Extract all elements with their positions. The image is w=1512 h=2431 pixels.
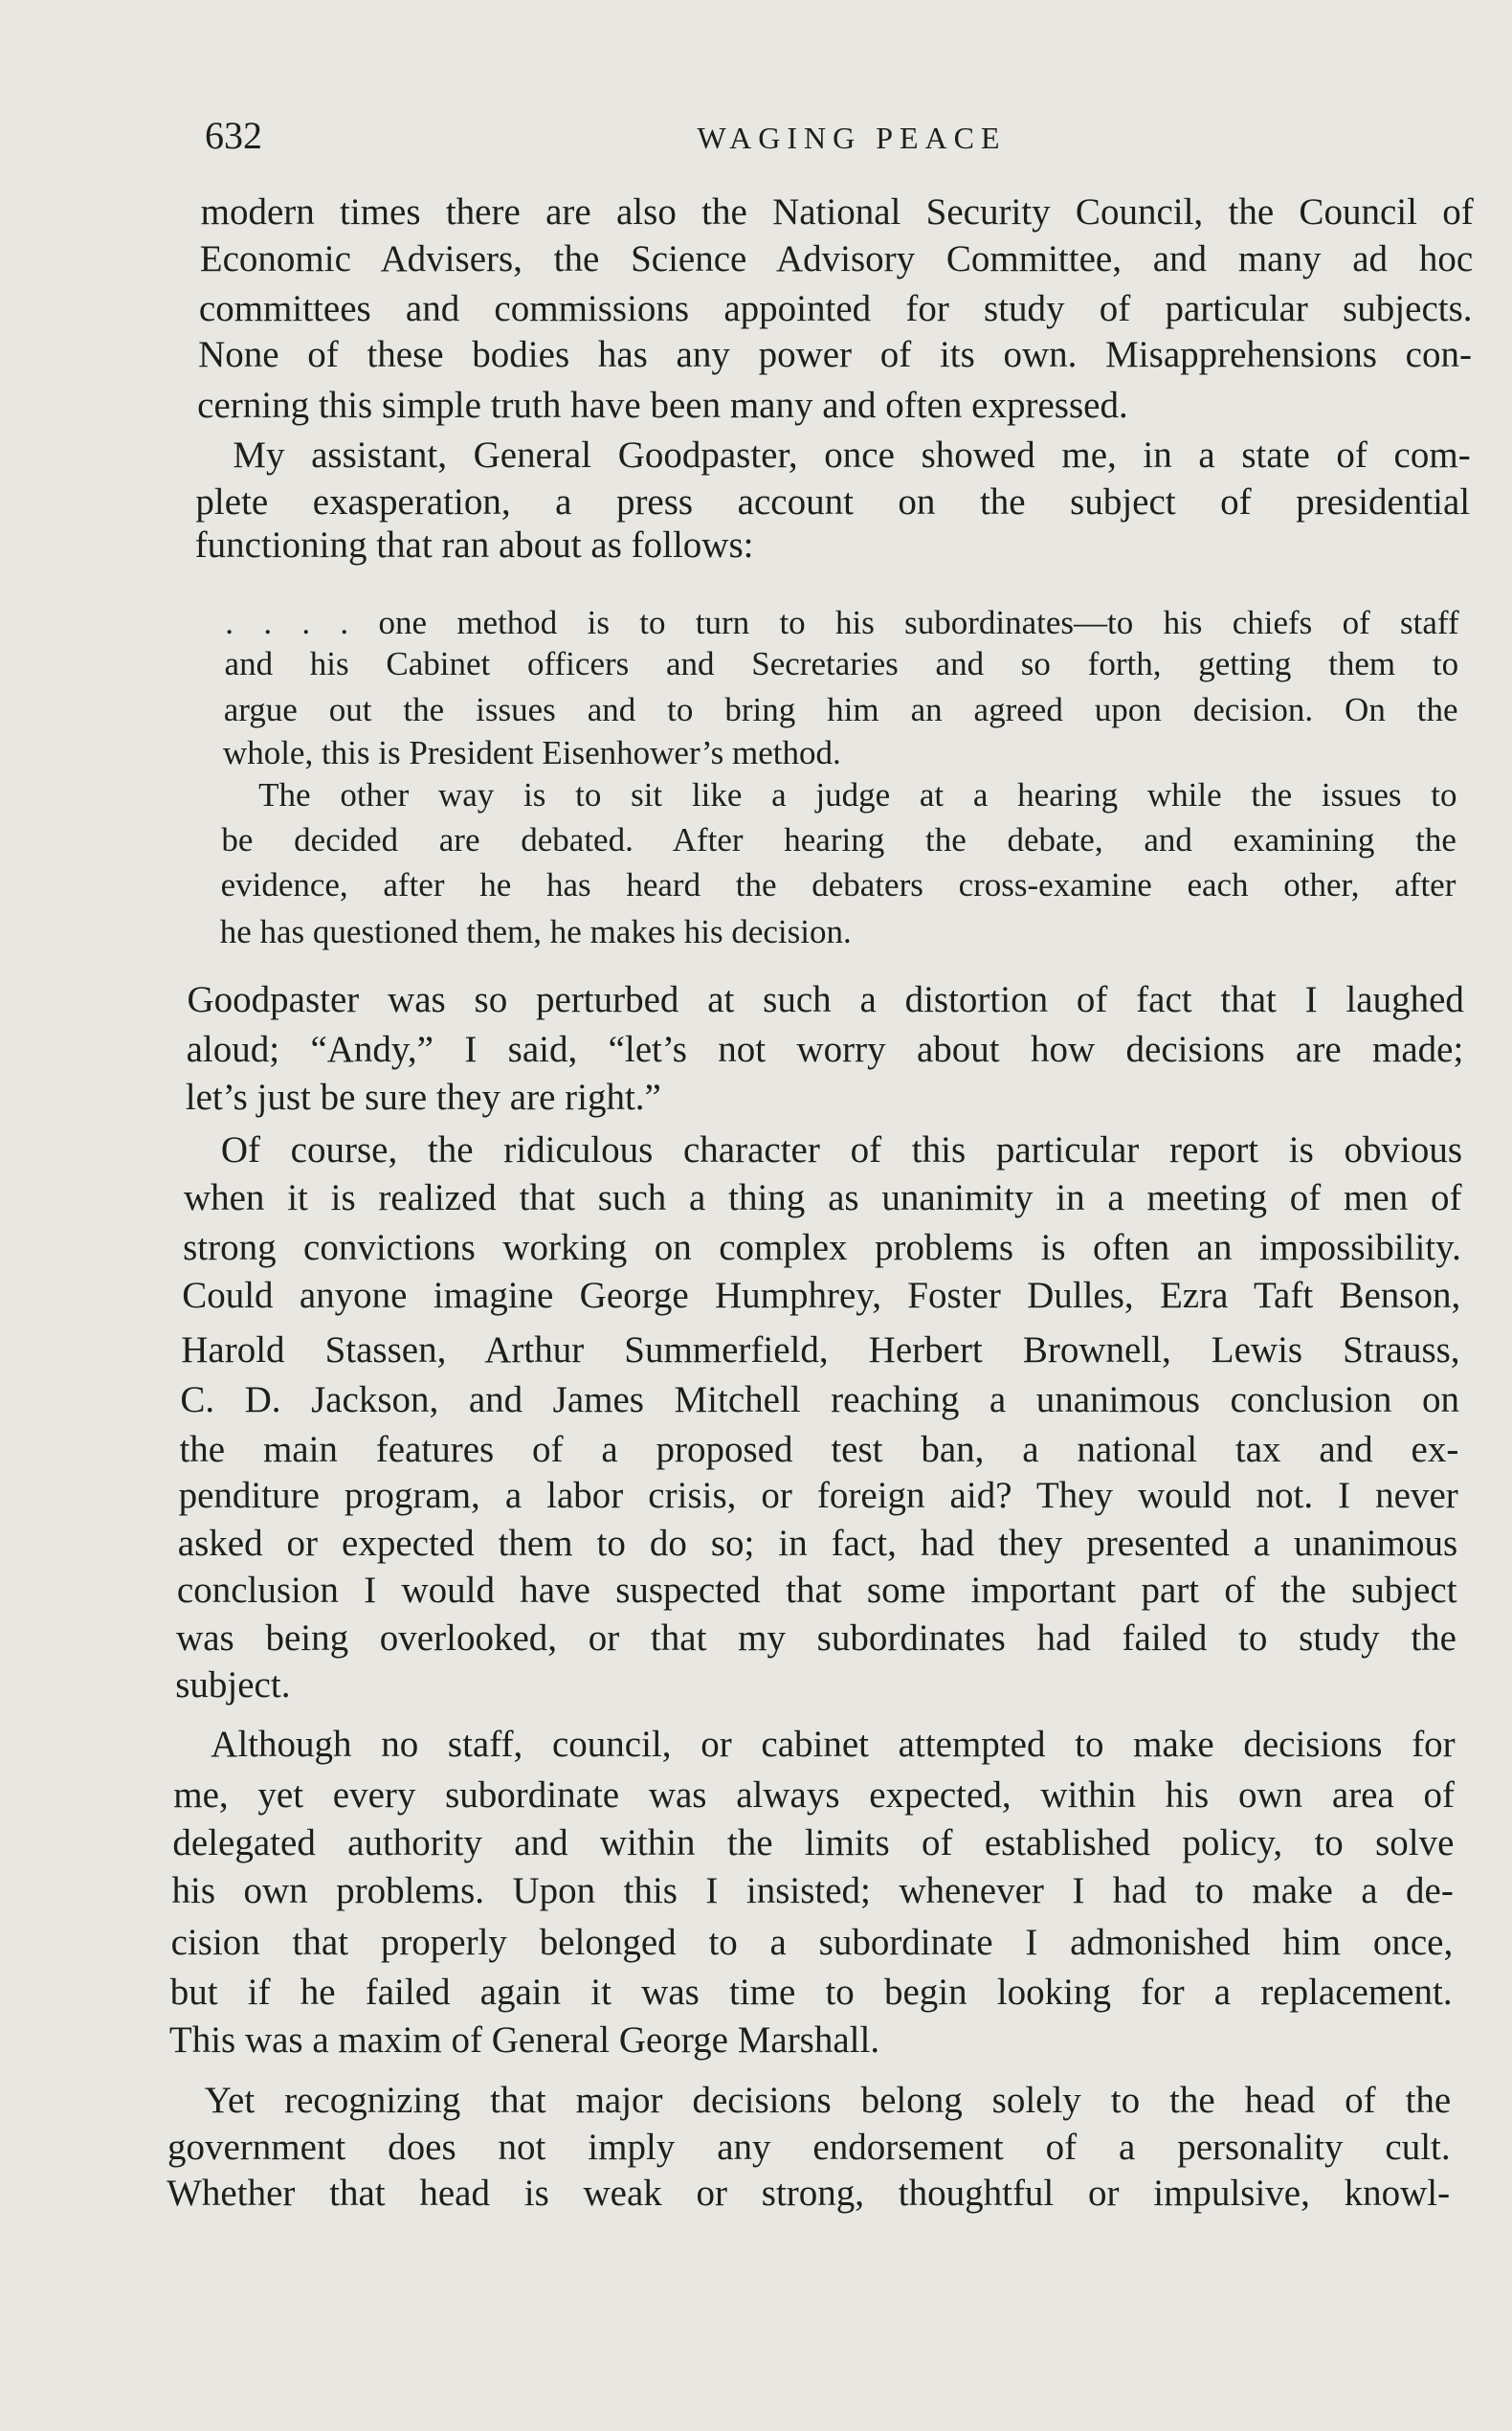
text-line: C. D. Jackson, and James Mitchell reaching a unanimous conclusion on <box>180 1379 1459 1420</box>
running-title: WAGING PEACE <box>697 121 1007 155</box>
text-line: but if he failed again it was time to begin looking for a replacement. <box>169 1972 1453 2013</box>
text-line: My assistant, General Goodpaster, once showed me, in a state of com- <box>233 435 1471 476</box>
text-line: whole, this is President Eisenhower’s method. <box>222 734 841 771</box>
text-line: plete exasperation, a press account on the subject of presidential <box>195 481 1471 523</box>
text-line: when it is realized that such a thing as unanimity in a meeting of men of <box>183 1177 1462 1218</box>
text-line: conclusion I would have suspected that some important part of the subject <box>176 1570 1457 1611</box>
text-line: Yet recognizing that major decisions belong solely to the head of the <box>204 2080 1452 2121</box>
text-line: was being overlooked, or that my subordinates had failed to study the <box>176 1617 1456 1659</box>
text-line: modern times there are also the National Security Council, the Council of <box>200 191 1474 233</box>
text-line: delegated authority and within the limits of established policy, to solve <box>172 1822 1455 1863</box>
text-line: let’s just be sure they are right.” <box>185 1077 661 1118</box>
text-line: Of course, the ridiculous character of this particular report is obvious <box>220 1129 1463 1171</box>
text-line: strong convictions working on complex problems is often an impossibility. <box>183 1227 1461 1268</box>
text-line: me, yet every subordinate was always expected, within his own area of <box>173 1774 1456 1816</box>
text-line: Could anyone imagine George Humphrey, Foster Dulles, Ezra Taft Benson, <box>182 1275 1461 1316</box>
text-line: cerning this simple truth have been many and often expressed. <box>197 385 1128 426</box>
text-line: The other way is to sit like a judge at a hearing while the issues to <box>258 776 1457 814</box>
text-line: This was a maxim of General George Marshall. <box>168 2019 880 2061</box>
text-line: aloud; “Andy,” I said, “let’s not worry about how decisions are made; <box>186 1029 1464 1070</box>
page-number: 632 <box>205 114 262 157</box>
text-line: be decided are debated. After hearing the debate, and examining the <box>221 821 1456 859</box>
text-line: government does not imply any endorsement of a personality cult. <box>167 2127 1451 2168</box>
text-line: Goodpaster was so perturbed at such a distortion of fact that I laughed <box>187 979 1464 1020</box>
text-line: he has questioned them, he makes his decision. <box>219 913 852 950</box>
text-line: subject. <box>175 1664 291 1706</box>
text-line: the main features of a proposed test ban, a national tax and ex- <box>179 1429 1459 1470</box>
text-line: his own problems. Upon this I insisted; whenever I had to make a de- <box>171 1870 1454 1911</box>
text-line: argue out the issues and to bring him an agreed upon decision. On the <box>223 691 1458 728</box>
text-line: None of these bodies has any power of its own. Misapprehensions con- <box>198 334 1472 375</box>
text-line: asked or expected them to do so; in fact, had they presented a unanimous <box>177 1523 1458 1564</box>
text-line: Whether that head is weak or strong, thoughtful or impulsive, knowl- <box>167 2173 1451 2214</box>
text-line: . . . . one method is to turn to his subordinates—to his chiefs of staff <box>225 604 1459 641</box>
text-line: and his Cabinet officers and Secretaries and so forth, getting them to <box>224 645 1459 682</box>
text-line: penditure program, a labor crisis, or foreign aid? They would not. I never <box>178 1475 1458 1516</box>
text-line: evidence, after he has heard the debaters cross-examine each other, after <box>220 866 1456 903</box>
text-line: Although no staff, council, or cabinet attempted to make decisions for <box>211 1724 1456 1765</box>
text-line: Harold Stassen, Arthur Summerfield, Herbert Brownell, Lewis Strauss, <box>181 1329 1460 1371</box>
text-line: functioning that ran about as follows: <box>194 524 754 566</box>
text-line: committees and commissions appointed for study of particular subjects. <box>198 288 1473 329</box>
text-line: cision that properly belonged to a subordinate I admonished him once, <box>170 1922 1454 1963</box>
text-line: Economic Advisers, the Science Advisory Committee, and many ad hoc <box>199 238 1474 279</box>
